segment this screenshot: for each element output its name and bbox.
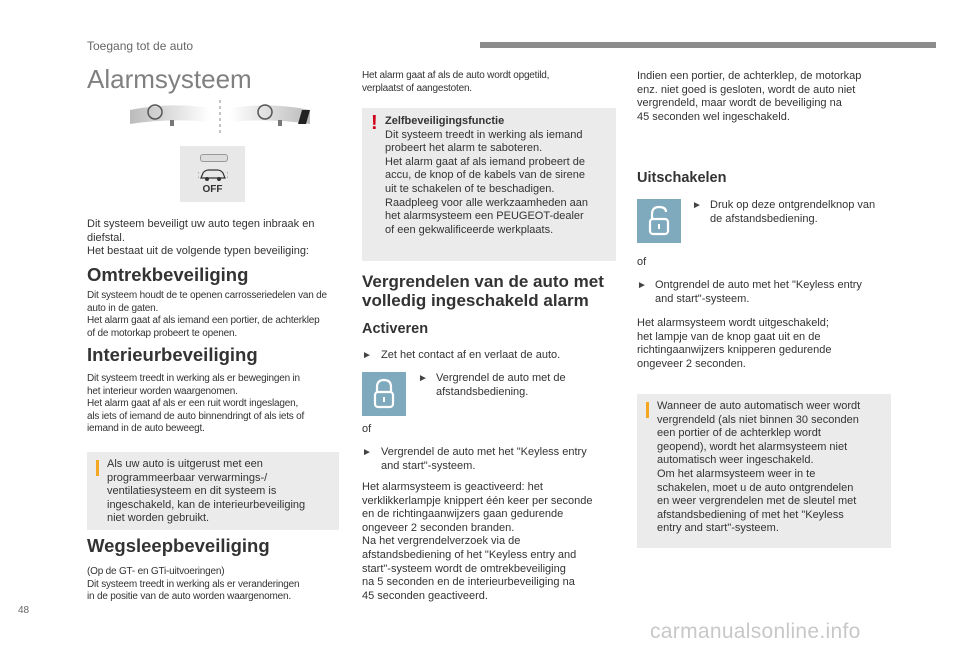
page-title: Alarmsysteem	[87, 64, 252, 94]
activeren-step2: Vergrendel de auto met de afstandsbediening.	[436, 372, 566, 398]
wegsleep-text: (Op de GT- en GTi-uitvoeringen) Dit systeem treedt in werking als er veranderingen in de positie van de auto worden waargenomen.	[87, 566, 300, 602]
col3-intro: Indien een portier, de achterklep, de motorkap enz. niet goed is gesloten, wordt de auto niet vergrendeld, maar wordt de beveiliging na 45 seconden wel ingeschakeld.	[637, 70, 862, 123]
uit-step2: Ontgrendel de auto met het "Keyless entry and start"-systeem.	[655, 279, 862, 305]
indicator-lamp-icon	[200, 154, 228, 162]
bullet-icon: ►	[362, 350, 372, 361]
info-note-relock: Wanneer de auto automatisch weer wordt vergrendeld (als niet binnen 30 seconden een portier of de achterklep wordt geopend), wordt het alarmsysteem niet automatisch weer ingeschakeld. Om het alarmsysteem weer in te schakelen, moet u de auto ontgrendelen en weer vergrendelen met de sleutel met afstandsbediening of met het "Keyless entry and start"-systeem.	[637, 394, 891, 548]
uitschakelen-heading: Uitschakelen	[637, 170, 727, 186]
warning-note-selfprotect: ! Zelfbeveiligingsfunctie Dit systeem treedt in werking als iemand probeert het alarm te saboteren. Het alarm gaat af als iemand probeert de accu, de knop of de kabels van de sirene uit te schakelen of te beschadigen. Raadpleeg voor alle werkzaamheden aan het alarmsysteem een PEUGEOT-dealer of een gekwalificeerde werkplaats.	[362, 108, 616, 261]
wegsleep-heading: Wegsleepbeveiliging	[87, 535, 270, 556]
watermark: carmanualsonline.info	[650, 620, 861, 643]
activeren-step1: Zet het contact af en verlaat de auto.	[381, 349, 561, 361]
interieur-heading: Interieurbeveiliging	[87, 344, 258, 365]
off-label: OFF	[202, 184, 223, 195]
col1-intro: Dit systeem beveiligt uw auto tegen inbraak en diefstal. Het bestaat uit de volgende typen beveiliging:	[87, 218, 315, 258]
lock-icon	[362, 372, 406, 416]
bullet-icon: ►	[362, 447, 372, 458]
omtrek-text: Dit systeem houdt de te openen carrosseriedelen van de auto in de gaten. Het alarm gaat af als iemand een portier, de achterklep of de motorkap probeert te openen.	[87, 290, 327, 339]
lock-heading: Vergrendelen van de auto met volledig ingeschakeld alarm	[362, 272, 604, 310]
section-label: Toegang tot de auto	[87, 39, 194, 53]
car-alarm-icon	[198, 168, 228, 182]
unlock-icon	[637, 199, 681, 243]
col2-intro: Het alarm gaat af als de auto wordt opgetild, verplaatst of aangestoten.	[362, 70, 550, 94]
activeren-step3: Vergrendel de auto met het "Keyless entry and start"-systeem.	[381, 446, 587, 472]
interieur-text: Dit systeem treedt in werking als er bewegingen in het interieur worden waargenomen. Het alarm gaat af als er een ruit wordt ingeslagen, als iets of iemand de auto binnendringt of als iets of iemand in de auto beweegt.	[87, 373, 305, 434]
page-number: 48	[18, 605, 30, 616]
or-label: of	[637, 256, 647, 268]
activeren-heading: Activeren	[362, 321, 429, 337]
uit-step1: Druk op deze ontgrendelknop van de afstandsbediening.	[710, 199, 876, 225]
alarm-off-button-illustration	[180, 146, 245, 202]
info-icon	[646, 402, 649, 418]
uit-result: Het alarmsysteem wordt uitgeschakeld; het lampje van de knop gaat uit en de richtingaanwijzers knipperen gedurende ongeveer 2 seconden.	[637, 317, 832, 370]
or-label: of	[362, 423, 372, 435]
bullet-icon: ►	[637, 280, 647, 291]
bullet-icon: ►	[692, 200, 702, 211]
car-interior-illustration	[130, 98, 310, 136]
warning-icon: !	[371, 112, 378, 134]
bullet-icon: ►	[418, 373, 428, 384]
section-bar	[480, 42, 936, 48]
info-note-heating: Als uw auto is uitgerust met een programmeerbaar verwarmings-/ ventilatiesysteem en dit systeem is ingeschakeld, kan de interieurbeveiliging niet worden gebruikt.	[87, 452, 339, 530]
info-icon	[96, 460, 99, 476]
activeren-result: Het alarmsysteem is geactiveerd: het verklikkerlampje knippert één keer per seconde en de richtingaanwijzers gaan gedurende ongeveer 2 seconden branden. Na het vergrendelverzoek via de afstandsbediening of het "Keyless entry and start"-systeem wordt de omtrekbeveiliging na 5 seconden en de interieurbeveiliging na 45 seconden geactiveerd.	[362, 481, 593, 602]
omtrek-heading: Omtrekbeveiliging	[87, 264, 249, 285]
